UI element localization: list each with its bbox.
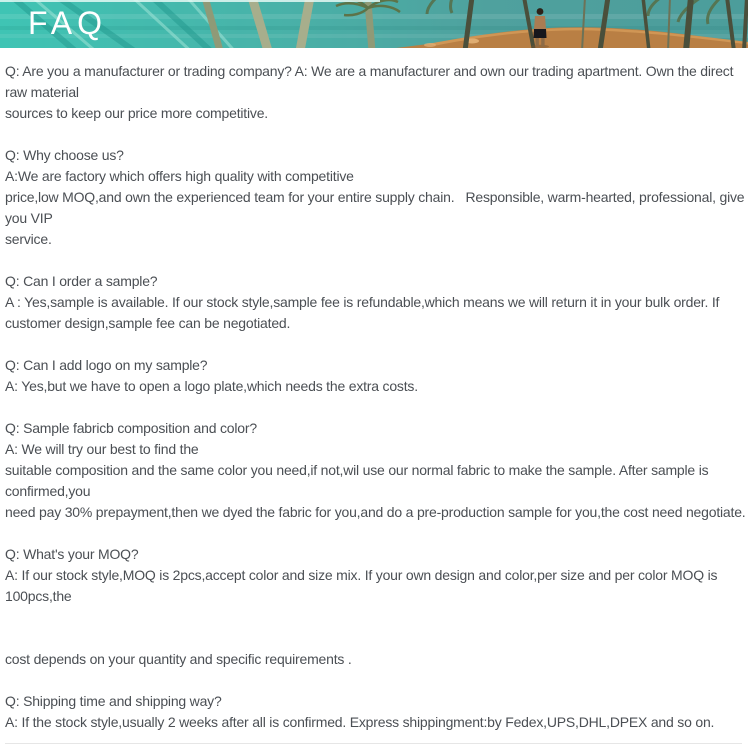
faq-question-line: Q: Sample fabricb composition and color?: [5, 420, 257, 436]
faq-answer-line: A: If the stock style,usually 2 weeks after all is confirmed. Express shippingment:by Fedex,UPS,DHL,DPEX and so on.: [5, 714, 715, 730]
faq-question-line: Q: What's your MOQ?: [5, 546, 139, 562]
faq-answer-line: A: We will try our best to find the: [5, 441, 199, 457]
faq-answer-line: 100pcs,the: [5, 588, 72, 604]
faq-content: [5, 61, 746, 733]
faq-answer-line: service.: [5, 231, 52, 247]
faq-answer-line: A: If our stock style,MOQ is 2pcs,accept color and size mix. If your own design and color,per size and per color MOQ is: [5, 567, 718, 583]
beach-photo-image: [0, 0, 748, 48]
faq-answer-line: need pay 30% prepayment,then we dyed the fabric for you,and do a pre-production sample for you,the cost need negotiate.: [5, 504, 746, 520]
faq-block-spacer: [5, 124, 742, 145]
faq-question-line: Q: Are you a manufacturer or trading company? A: We are a manufacturer and own our trading apartment. Own the direct: [5, 63, 734, 79]
faq-question-line: Q: Shipping time and shipping way?: [5, 693, 222, 709]
faq-answer-line: you VIP: [5, 210, 53, 226]
faq-question-line: Q: Why choose us?: [5, 147, 124, 163]
faq-answer-line: price,low MOQ,and own the experienced team for your entire supply chain. Responsible, warm-hearted, professional, give: [5, 189, 745, 205]
faq-section: [0, 48, 748, 744]
faq-answer-line: A : Yes,sample is available. If our stock style,sample fee is refundable,which means we will return it in your bulk order. If: [5, 294, 720, 310]
page-title: FAQ: [28, 5, 108, 41]
faq-answer-line: confirmed,you: [5, 483, 91, 499]
faq-question-line: Q: Can I add logo on my sample?: [5, 357, 208, 373]
faq-block-spacer: [5, 523, 742, 544]
faq-answer-line: A:We are factory which offers high quality with competitive: [5, 168, 354, 184]
faq-answer-line: sources to keep our price more competitive.: [5, 105, 268, 121]
faq-answer-line: raw material: [5, 84, 79, 100]
faq-answer-line: customer design,sample fee can be negotiated.: [5, 315, 291, 331]
faq-question-line: Q: Can I order a sample?: [5, 273, 158, 289]
section-divider: [5, 743, 742, 744]
faq-answer-line: suitable composition and the same color you need,if not,wil use our normal fabric to make the sample. After sample is: [5, 462, 709, 478]
faq-block-spacer: [5, 397, 742, 418]
faq-block-spacer: [5, 670, 742, 691]
faq-banner: [0, 0, 748, 48]
faq-block-spacer: [5, 250, 742, 271]
faq-block-spacer: [5, 334, 742, 355]
faq-blank-line: [5, 628, 742, 649]
faq-answer-line: A: Yes,but we have to open a logo plate,which needs the extra costs.: [5, 378, 418, 394]
faq-blank-line: [5, 607, 742, 628]
faq-answer-line: cost depends on your quantity and specific requirements .: [5, 651, 352, 667]
